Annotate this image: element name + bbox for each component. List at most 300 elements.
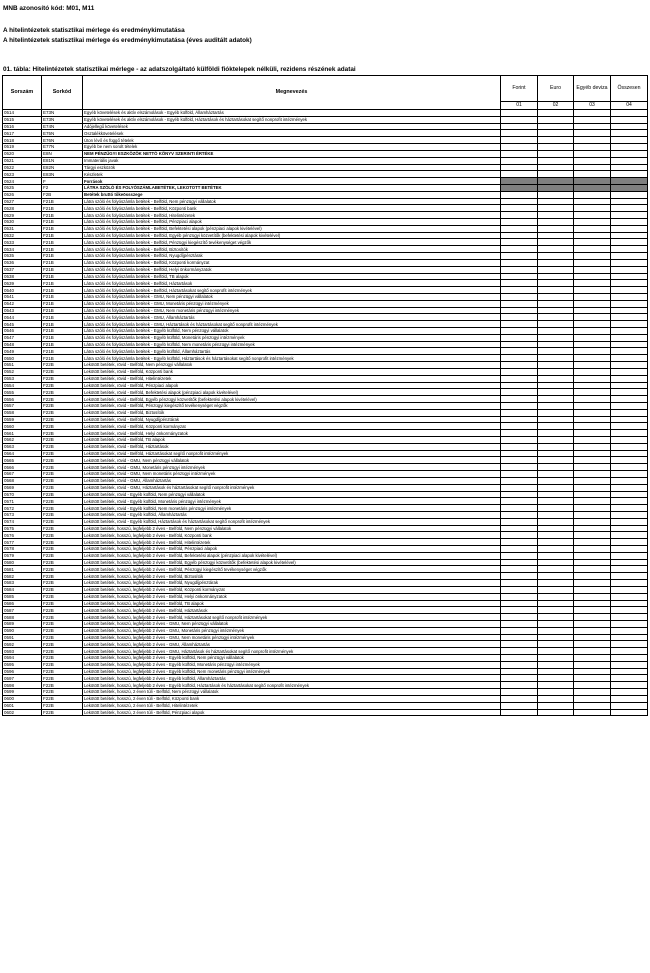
- value-cell-euro[interactable]: [538, 266, 574, 273]
- value-cell-forint[interactable]: [501, 198, 538, 205]
- value-cell-euro[interactable]: [538, 416, 574, 423]
- value-cell-total[interactable]: [611, 620, 648, 627]
- value-cell-forint[interactable]: [501, 341, 538, 348]
- value-cell-euro[interactable]: [538, 396, 574, 403]
- value-cell-other-currency[interactable]: [574, 293, 611, 300]
- value-cell-forint[interactable]: [501, 300, 538, 307]
- value-cell-forint[interactable]: [501, 437, 538, 444]
- value-cell-total[interactable]: [611, 205, 648, 212]
- value-cell-other-currency[interactable]: [574, 287, 611, 294]
- value-cell-total[interactable]: [611, 321, 648, 328]
- value-cell-total[interactable]: [611, 116, 648, 123]
- value-cell-forint[interactable]: [501, 566, 538, 573]
- value-cell-total[interactable]: [611, 178, 648, 185]
- value-cell-other-currency[interactable]: [574, 273, 611, 280]
- value-cell-euro[interactable]: [538, 300, 574, 307]
- value-cell-other-currency[interactable]: [574, 212, 611, 219]
- value-cell-total[interactable]: [611, 573, 648, 580]
- value-cell-euro[interactable]: [538, 518, 574, 525]
- value-cell-forint[interactable]: [501, 314, 538, 321]
- value-cell-forint[interactable]: [501, 334, 538, 341]
- value-cell-euro[interactable]: [538, 246, 574, 253]
- value-cell-euro[interactable]: [538, 389, 574, 396]
- value-cell-forint[interactable]: [501, 498, 538, 505]
- value-cell-other-currency[interactable]: [574, 191, 611, 198]
- value-cell-forint[interactable]: [501, 280, 538, 287]
- value-cell-other-currency[interactable]: [574, 355, 611, 362]
- value-cell-total[interactable]: [611, 225, 648, 232]
- value-cell-total[interactable]: [611, 171, 648, 178]
- value-cell-euro[interactable]: [538, 593, 574, 600]
- value-cell-forint[interactable]: [501, 689, 538, 696]
- value-cell-forint[interactable]: [501, 552, 538, 559]
- value-cell-forint[interactable]: [501, 695, 538, 702]
- value-cell-other-currency[interactable]: [574, 266, 611, 273]
- value-cell-euro[interactable]: [538, 511, 574, 518]
- value-cell-forint[interactable]: [501, 321, 538, 328]
- value-cell-euro[interactable]: [538, 334, 574, 341]
- value-cell-forint[interactable]: [501, 205, 538, 212]
- value-cell-total[interactable]: [611, 198, 648, 205]
- value-cell-forint[interactable]: [501, 382, 538, 389]
- value-cell-forint[interactable]: [501, 178, 538, 185]
- value-cell-euro[interactable]: [538, 273, 574, 280]
- value-cell-euro[interactable]: [538, 491, 574, 498]
- value-cell-total[interactable]: [611, 511, 648, 518]
- value-cell-euro[interactable]: [538, 225, 574, 232]
- value-cell-euro[interactable]: [538, 559, 574, 566]
- value-cell-euro[interactable]: [538, 212, 574, 219]
- value-cell-total[interactable]: [611, 566, 648, 573]
- value-cell-forint[interactable]: [501, 484, 538, 491]
- value-cell-forint[interactable]: [501, 586, 538, 593]
- value-cell-euro[interactable]: [538, 525, 574, 532]
- value-cell-other-currency[interactable]: [574, 246, 611, 253]
- value-cell-total[interactable]: [611, 341, 648, 348]
- value-cell-euro[interactable]: [538, 675, 574, 682]
- value-cell-euro[interactable]: [538, 709, 574, 716]
- value-cell-total[interactable]: [611, 648, 648, 655]
- value-cell-forint[interactable]: [501, 661, 538, 668]
- value-cell-other-currency[interactable]: [574, 430, 611, 437]
- value-cell-other-currency[interactable]: [574, 464, 611, 471]
- value-cell-other-currency[interactable]: [574, 123, 611, 130]
- value-cell-total[interactable]: [611, 110, 648, 117]
- value-cell-forint[interactable]: [501, 450, 538, 457]
- value-cell-total[interactable]: [611, 491, 648, 498]
- value-cell-euro[interactable]: [538, 471, 574, 478]
- value-cell-other-currency[interactable]: [574, 348, 611, 355]
- value-cell-euro[interactable]: [538, 368, 574, 375]
- value-cell-euro[interactable]: [538, 232, 574, 239]
- value-cell-euro[interactable]: [538, 648, 574, 655]
- value-cell-other-currency[interactable]: [574, 300, 611, 307]
- value-cell-total[interactable]: [611, 273, 648, 280]
- value-cell-other-currency[interactable]: [574, 150, 611, 157]
- value-cell-other-currency[interactable]: [574, 253, 611, 260]
- value-cell-forint[interactable]: [501, 634, 538, 641]
- value-cell-euro[interactable]: [538, 150, 574, 157]
- value-cell-euro[interactable]: [538, 539, 574, 546]
- value-cell-other-currency[interactable]: [574, 675, 611, 682]
- value-cell-euro[interactable]: [538, 375, 574, 382]
- value-cell-forint[interactable]: [501, 259, 538, 266]
- value-cell-forint[interactable]: [501, 184, 538, 191]
- value-cell-euro[interactable]: [538, 689, 574, 696]
- value-cell-other-currency[interactable]: [574, 600, 611, 607]
- value-cell-total[interactable]: [611, 546, 648, 553]
- value-cell-total[interactable]: [611, 144, 648, 151]
- value-cell-forint[interactable]: [501, 607, 538, 614]
- value-cell-euro[interactable]: [538, 171, 574, 178]
- value-cell-forint[interactable]: [501, 709, 538, 716]
- value-cell-total[interactable]: [611, 641, 648, 648]
- value-cell-euro[interactable]: [538, 137, 574, 144]
- value-cell-other-currency[interactable]: [574, 682, 611, 689]
- value-cell-other-currency[interactable]: [574, 477, 611, 484]
- value-cell-euro[interactable]: [538, 259, 574, 266]
- value-cell-forint[interactable]: [501, 130, 538, 137]
- value-cell-euro[interactable]: [538, 627, 574, 634]
- value-cell-total[interactable]: [611, 580, 648, 587]
- value-cell-forint[interactable]: [501, 648, 538, 655]
- value-cell-total[interactable]: [611, 634, 648, 641]
- value-cell-forint[interactable]: [501, 416, 538, 423]
- value-cell-other-currency[interactable]: [574, 144, 611, 151]
- value-cell-forint[interactable]: [501, 123, 538, 130]
- value-cell-other-currency[interactable]: [574, 641, 611, 648]
- value-cell-other-currency[interactable]: [574, 382, 611, 389]
- value-cell-total[interactable]: [611, 505, 648, 512]
- value-cell-forint[interactable]: [501, 518, 538, 525]
- value-cell-euro[interactable]: [538, 661, 574, 668]
- value-cell-total[interactable]: [611, 682, 648, 689]
- value-cell-forint[interactable]: [501, 116, 538, 123]
- value-cell-total[interactable]: [611, 328, 648, 335]
- value-cell-forint[interactable]: [501, 368, 538, 375]
- value-cell-total[interactable]: [611, 614, 648, 621]
- value-cell-forint[interactable]: [501, 430, 538, 437]
- value-cell-other-currency[interactable]: [574, 198, 611, 205]
- value-cell-forint[interactable]: [501, 219, 538, 226]
- value-cell-forint[interactable]: [501, 307, 538, 314]
- value-cell-other-currency[interactable]: [574, 552, 611, 559]
- value-cell-other-currency[interactable]: [574, 232, 611, 239]
- value-cell-total[interactable]: [611, 430, 648, 437]
- value-cell-forint[interactable]: [501, 266, 538, 273]
- value-cell-other-currency[interactable]: [574, 491, 611, 498]
- value-cell-total[interactable]: [611, 300, 648, 307]
- value-cell-total[interactable]: [611, 457, 648, 464]
- value-cell-other-currency[interactable]: [574, 225, 611, 232]
- value-cell-forint[interactable]: [501, 253, 538, 260]
- value-cell-total[interactable]: [611, 280, 648, 287]
- value-cell-other-currency[interactable]: [574, 559, 611, 566]
- value-cell-other-currency[interactable]: [574, 614, 611, 621]
- value-cell-total[interactable]: [611, 675, 648, 682]
- value-cell-forint[interactable]: [501, 539, 538, 546]
- value-cell-forint[interactable]: [501, 511, 538, 518]
- value-cell-total[interactable]: [611, 450, 648, 457]
- value-cell-total[interactable]: [611, 668, 648, 675]
- value-cell-euro[interactable]: [538, 484, 574, 491]
- value-cell-euro[interactable]: [538, 382, 574, 389]
- value-cell-euro[interactable]: [538, 702, 574, 709]
- value-cell-other-currency[interactable]: [574, 416, 611, 423]
- value-cell-forint[interactable]: [501, 150, 538, 157]
- value-cell-other-currency[interactable]: [574, 511, 611, 518]
- value-cell-total[interactable]: [611, 287, 648, 294]
- value-cell-total[interactable]: [611, 498, 648, 505]
- value-cell-total[interactable]: [611, 552, 648, 559]
- value-cell-forint[interactable]: [501, 614, 538, 621]
- value-cell-euro[interactable]: [538, 144, 574, 151]
- value-cell-other-currency[interactable]: [574, 423, 611, 430]
- value-cell-other-currency[interactable]: [574, 648, 611, 655]
- value-cell-forint[interactable]: [501, 157, 538, 164]
- value-cell-euro[interactable]: [538, 430, 574, 437]
- value-cell-total[interactable]: [611, 382, 648, 389]
- value-cell-total[interactable]: [611, 655, 648, 662]
- value-cell-euro[interactable]: [538, 546, 574, 553]
- value-cell-other-currency[interactable]: [574, 280, 611, 287]
- value-cell-forint[interactable]: [501, 232, 538, 239]
- value-cell-total[interactable]: [611, 464, 648, 471]
- value-cell-forint[interactable]: [501, 702, 538, 709]
- value-cell-euro[interactable]: [538, 123, 574, 130]
- value-cell-other-currency[interactable]: [574, 505, 611, 512]
- value-cell-euro[interactable]: [538, 239, 574, 246]
- value-cell-other-currency[interactable]: [574, 157, 611, 164]
- value-cell-euro[interactable]: [538, 253, 574, 260]
- value-cell-total[interactable]: [611, 607, 648, 614]
- value-cell-euro[interactable]: [538, 314, 574, 321]
- value-cell-other-currency[interactable]: [574, 695, 611, 702]
- value-cell-other-currency[interactable]: [574, 525, 611, 532]
- value-cell-total[interactable]: [611, 130, 648, 137]
- value-cell-forint[interactable]: [501, 620, 538, 627]
- value-cell-euro[interactable]: [538, 321, 574, 328]
- value-cell-total[interactable]: [611, 525, 648, 532]
- value-cell-other-currency[interactable]: [574, 566, 611, 573]
- value-cell-total[interactable]: [611, 123, 648, 130]
- value-cell-other-currency[interactable]: [574, 171, 611, 178]
- value-cell-euro[interactable]: [538, 110, 574, 117]
- value-cell-other-currency[interactable]: [574, 573, 611, 580]
- value-cell-euro[interactable]: [538, 586, 574, 593]
- value-cell-total[interactable]: [611, 539, 648, 546]
- value-cell-total[interactable]: [611, 253, 648, 260]
- value-cell-forint[interactable]: [501, 655, 538, 662]
- value-cell-total[interactable]: [611, 184, 648, 191]
- value-cell-total[interactable]: [611, 661, 648, 668]
- value-cell-other-currency[interactable]: [574, 362, 611, 369]
- value-cell-forint[interactable]: [501, 273, 538, 280]
- value-cell-euro[interactable]: [538, 614, 574, 621]
- value-cell-forint[interactable]: [501, 580, 538, 587]
- value-cell-forint[interactable]: [501, 423, 538, 430]
- value-cell-euro[interactable]: [538, 423, 574, 430]
- value-cell-forint[interactable]: [501, 682, 538, 689]
- value-cell-forint[interactable]: [501, 457, 538, 464]
- value-cell-euro[interactable]: [538, 402, 574, 409]
- value-cell-euro[interactable]: [538, 580, 574, 587]
- value-cell-euro[interactable]: [538, 198, 574, 205]
- value-cell-other-currency[interactable]: [574, 334, 611, 341]
- value-cell-euro[interactable]: [538, 362, 574, 369]
- value-cell-total[interactable]: [611, 586, 648, 593]
- value-cell-other-currency[interactable]: [574, 627, 611, 634]
- value-cell-forint[interactable]: [501, 471, 538, 478]
- value-cell-forint[interactable]: [501, 396, 538, 403]
- value-cell-total[interactable]: [611, 368, 648, 375]
- value-cell-euro[interactable]: [538, 505, 574, 512]
- value-cell-euro[interactable]: [538, 566, 574, 573]
- value-cell-total[interactable]: [611, 471, 648, 478]
- value-cell-euro[interactable]: [538, 532, 574, 539]
- value-cell-euro[interactable]: [538, 457, 574, 464]
- value-cell-other-currency[interactable]: [574, 457, 611, 464]
- value-cell-total[interactable]: [611, 600, 648, 607]
- value-cell-other-currency[interactable]: [574, 586, 611, 593]
- value-cell-total[interactable]: [611, 259, 648, 266]
- value-cell-euro[interactable]: [538, 634, 574, 641]
- value-cell-forint[interactable]: [501, 600, 538, 607]
- value-cell-forint[interactable]: [501, 144, 538, 151]
- value-cell-other-currency[interactable]: [574, 389, 611, 396]
- value-cell-total[interactable]: [611, 293, 648, 300]
- value-cell-euro[interactable]: [538, 655, 574, 662]
- value-cell-other-currency[interactable]: [574, 184, 611, 191]
- value-cell-other-currency[interactable]: [574, 164, 611, 171]
- value-cell-forint[interactable]: [501, 505, 538, 512]
- value-cell-euro[interactable]: [538, 443, 574, 450]
- value-cell-total[interactable]: [611, 396, 648, 403]
- value-cell-total[interactable]: [611, 334, 648, 341]
- value-cell-forint[interactable]: [501, 287, 538, 294]
- value-cell-other-currency[interactable]: [574, 607, 611, 614]
- value-cell-euro[interactable]: [538, 620, 574, 627]
- value-cell-total[interactable]: [611, 423, 648, 430]
- value-cell-forint[interactable]: [501, 110, 538, 117]
- value-cell-forint[interactable]: [501, 641, 538, 648]
- value-cell-other-currency[interactable]: [574, 409, 611, 416]
- value-cell-other-currency[interactable]: [574, 239, 611, 246]
- value-cell-other-currency[interactable]: [574, 321, 611, 328]
- value-cell-other-currency[interactable]: [574, 259, 611, 266]
- value-cell-total[interactable]: [611, 164, 648, 171]
- value-cell-other-currency[interactable]: [574, 341, 611, 348]
- value-cell-total[interactable]: [611, 246, 648, 253]
- value-cell-total[interactable]: [611, 150, 648, 157]
- value-cell-euro[interactable]: [538, 409, 574, 416]
- value-cell-forint[interactable]: [501, 212, 538, 219]
- value-cell-euro[interactable]: [538, 552, 574, 559]
- value-cell-other-currency[interactable]: [574, 130, 611, 137]
- value-cell-total[interactable]: [611, 484, 648, 491]
- value-cell-total[interactable]: [611, 348, 648, 355]
- value-cell-euro[interactable]: [538, 498, 574, 505]
- value-cell-forint[interactable]: [501, 525, 538, 532]
- value-cell-euro[interactable]: [538, 191, 574, 198]
- value-cell-other-currency[interactable]: [574, 219, 611, 226]
- value-cell-euro[interactable]: [538, 668, 574, 675]
- value-cell-other-currency[interactable]: [574, 471, 611, 478]
- value-cell-total[interactable]: [611, 402, 648, 409]
- value-cell-euro[interactable]: [538, 328, 574, 335]
- value-cell-forint[interactable]: [501, 627, 538, 634]
- value-cell-forint[interactable]: [501, 225, 538, 232]
- value-cell-total[interactable]: [611, 191, 648, 198]
- value-cell-forint[interactable]: [501, 464, 538, 471]
- value-cell-total[interactable]: [611, 416, 648, 423]
- value-cell-other-currency[interactable]: [574, 205, 611, 212]
- value-cell-total[interactable]: [611, 559, 648, 566]
- value-cell-total[interactable]: [611, 477, 648, 484]
- value-cell-euro[interactable]: [538, 600, 574, 607]
- value-cell-euro[interactable]: [538, 307, 574, 314]
- value-cell-euro[interactable]: [538, 682, 574, 689]
- value-cell-euro[interactable]: [538, 450, 574, 457]
- value-cell-forint[interactable]: [501, 532, 538, 539]
- value-cell-forint[interactable]: [501, 293, 538, 300]
- value-cell-total[interactable]: [611, 266, 648, 273]
- value-cell-forint[interactable]: [501, 362, 538, 369]
- value-cell-total[interactable]: [611, 593, 648, 600]
- value-cell-euro[interactable]: [538, 607, 574, 614]
- value-cell-total[interactable]: [611, 409, 648, 416]
- value-cell-forint[interactable]: [501, 443, 538, 450]
- value-cell-other-currency[interactable]: [574, 702, 611, 709]
- value-cell-total[interactable]: [611, 307, 648, 314]
- value-cell-euro[interactable]: [538, 164, 574, 171]
- value-cell-other-currency[interactable]: [574, 661, 611, 668]
- value-cell-total[interactable]: [611, 239, 648, 246]
- value-cell-euro[interactable]: [538, 355, 574, 362]
- value-cell-other-currency[interactable]: [574, 689, 611, 696]
- value-cell-total[interactable]: [611, 232, 648, 239]
- value-cell-total[interactable]: [611, 689, 648, 696]
- value-cell-forint[interactable]: [501, 477, 538, 484]
- value-cell-forint[interactable]: [501, 402, 538, 409]
- value-cell-other-currency[interactable]: [574, 368, 611, 375]
- value-cell-other-currency[interactable]: [574, 314, 611, 321]
- value-cell-total[interactable]: [611, 709, 648, 716]
- value-cell-total[interactable]: [611, 389, 648, 396]
- value-cell-euro[interactable]: [538, 437, 574, 444]
- value-cell-total[interactable]: [611, 627, 648, 634]
- value-cell-euro[interactable]: [538, 695, 574, 702]
- value-cell-euro[interactable]: [538, 287, 574, 294]
- value-cell-other-currency[interactable]: [574, 546, 611, 553]
- value-cell-other-currency[interactable]: [574, 450, 611, 457]
- value-cell-forint[interactable]: [501, 668, 538, 675]
- value-cell-euro[interactable]: [538, 116, 574, 123]
- value-cell-forint[interactable]: [501, 409, 538, 416]
- value-cell-forint[interactable]: [501, 593, 538, 600]
- value-cell-forint[interactable]: [501, 559, 538, 566]
- value-cell-euro[interactable]: [538, 205, 574, 212]
- value-cell-other-currency[interactable]: [574, 328, 611, 335]
- value-cell-other-currency[interactable]: [574, 634, 611, 641]
- value-cell-euro[interactable]: [538, 178, 574, 185]
- value-cell-forint[interactable]: [501, 573, 538, 580]
- value-cell-other-currency[interactable]: [574, 443, 611, 450]
- value-cell-euro[interactable]: [538, 130, 574, 137]
- value-cell-forint[interactable]: [501, 546, 538, 553]
- value-cell-other-currency[interactable]: [574, 116, 611, 123]
- value-cell-forint[interactable]: [501, 164, 538, 171]
